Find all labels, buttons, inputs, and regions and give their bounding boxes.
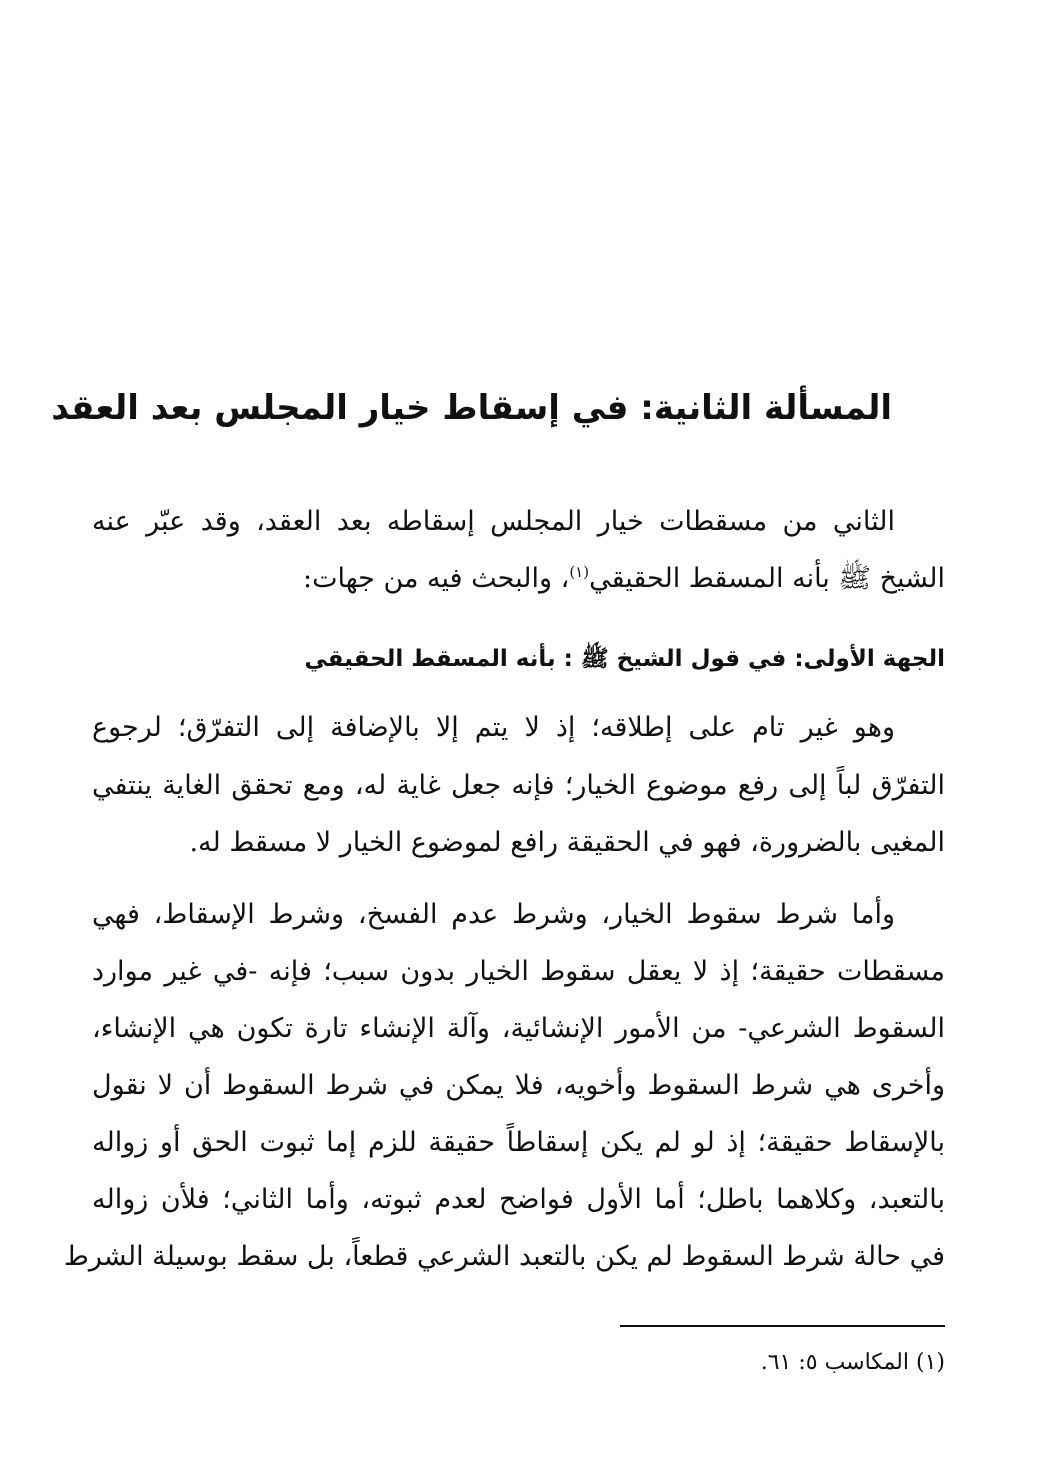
- paragraph-1-line-1: وهو غير تام على إطلاقه؛ إذ لا يتم إلا بالإضافة إلى التفرّق؛ لرجوع: [92, 712, 895, 743]
- footnote-divider: [620, 1325, 945, 1327]
- paragraph-2-line-7: في حالة شرط السقوط لم يكن بالتعبد الشرعي قطعاً، بل سقط بوسيلة الشرط: [63, 1241, 945, 1272]
- footnote-reference: (١): [569, 563, 590, 581]
- intro-line-2: [92, 557, 945, 601]
- paragraph-2-line-3: السقوط الشرعي- من الأمور الإنشائية، وآلة الإنشاء تارة تكون هي الإنشاء،: [92, 1013, 945, 1044]
- paragraph-2-line-1: وأما شرط سقوط الخيار، وشرط عدم الفسخ، وشرط الإسقاط، فهي: [92, 899, 895, 930]
- footnote: (١) المكاسب ٥: ٦١.: [760, 1350, 945, 1375]
- intro-line-2-text: الشيخ ﷺ بأنه المسقط الحقيقي: [589, 563, 945, 594]
- section-heading: الجهة الأولى: في قول الشيخ ﷺ : بأنه المسقط الحقيقي: [304, 646, 945, 672]
- paragraph-1-line-2: التفرّق لباً إلى رفع موضوع الخيار؛ فإنه جعل غاية له، ومع تحقق الغاية ينتفي: [92, 770, 945, 801]
- intro-line-1: الثاني من مسقطات خيار المجلس إسقاطه بعد العقد، وقد عبّر عنه: [92, 506, 895, 537]
- paragraph-1-line-3: المغيى بالضرورة، فهو في الحقيقة رافع لموضوع الخيار لا مسقط له.: [189, 827, 945, 858]
- page-title: المسألة الثانية: في إسقاط خيار المجلس بعد العقد: [51, 388, 892, 428]
- paragraph-2-line-6: بالتعبد، وكلاهما باطل؛ أما الأول فواضح لعدم ثبوته، وأما الثاني؛ فلأن زواله: [92, 1184, 945, 1215]
- intro-line-2-end: ، والبحث فيه من جهات:: [302, 563, 570, 594]
- paragraph-2-line-5: بالإسقاط حقيقة؛ إذ لو لم يكن إسقاطاً حقيقة للزم إما ثبوت الحق أو زواله: [92, 1127, 945, 1158]
- paragraph-2-line-2: مسقطات حقيقة؛ إذ لا يعقل سقوط الخيار بدون سبب؛ فإنه -في غير موارد: [92, 956, 945, 987]
- paragraph-2-line-4: وأخرى هي شرط السقوط وأخويه، فلا يمكن في شرط السقوط أن لا نقول: [92, 1070, 945, 1101]
